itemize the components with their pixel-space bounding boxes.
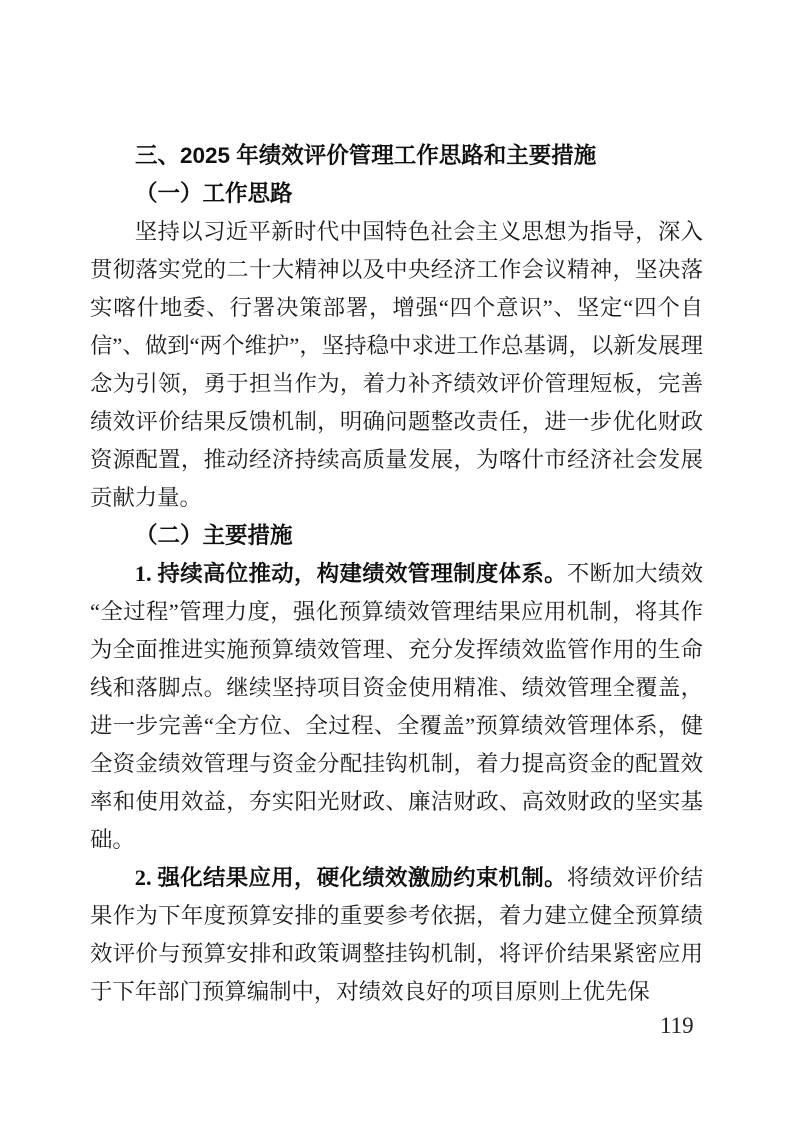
page-title: 三、2025 年绩效评价管理工作思路和主要措施 [135,143,597,168]
paragraph [90,859,703,1011]
document-body [90,137,703,1011]
subsection-heading-main-measures: （二）主要措施 [135,523,293,548]
page-number: 119 [660,1013,694,1038]
paragraph [90,213,703,517]
paragraph-text: 不断加大绩效“全过程”管理力度，强化预算绩效管理结果应用机制，将其作为全面推进实施预算绩效管理、充分发挥绩效监管作用的生命线和落脚点。继续坚持项目资金使用精准、绩效管理全覆盖，进一步完善“全方位、全过程、全覆盖”预算绩效管理体系，健全资金绩效管理与资金分配挂钩机制，着力提高资金的配置效率和使用效益，夯实阳光财政、廉洁财政、高效财政的坚实基础。 [90,561,704,852]
paragraph-lead: 2. 强化结果应用，硬化绩效激励约束机制。 [134,865,567,890]
paragraph-text: 将绩效评价结果作为下年度预算安排的重要参考依据，着力建立健全预算绩效评价与预算安排和政策调整挂钩机制，将评价结果紧密应用于下年部门预算编制中，对绩效良好的项目原则上优先保 [90,865,704,1004]
paragraph-text: 坚持以习近平新时代中国特色社会主义思想为指导，深入贯彻落实党的二十大精神以及中央经济工作会议精神，坚决落实喀什地委、行署决策部署，增强“四个意识”、坚定“四个自信”、做到“两个维护”，坚持稳中求进工作总基调，以新发展理念为引领，勇于担当作为，着力补齐绩效评价管理短板，完善绩效评价结果反馈机制，明确问题整改责任，进一步优化财政资源配置，推动经济持续高质量发展，为喀什市经济社会发展贡献力量。 [90,219,703,510]
subsection-heading-work-plan: （一）工作思路 [135,181,293,206]
paragraph-lead: 1. 持续高位推动，构建绩效管理制度体系。 [134,561,567,586]
paragraph [90,555,703,859]
